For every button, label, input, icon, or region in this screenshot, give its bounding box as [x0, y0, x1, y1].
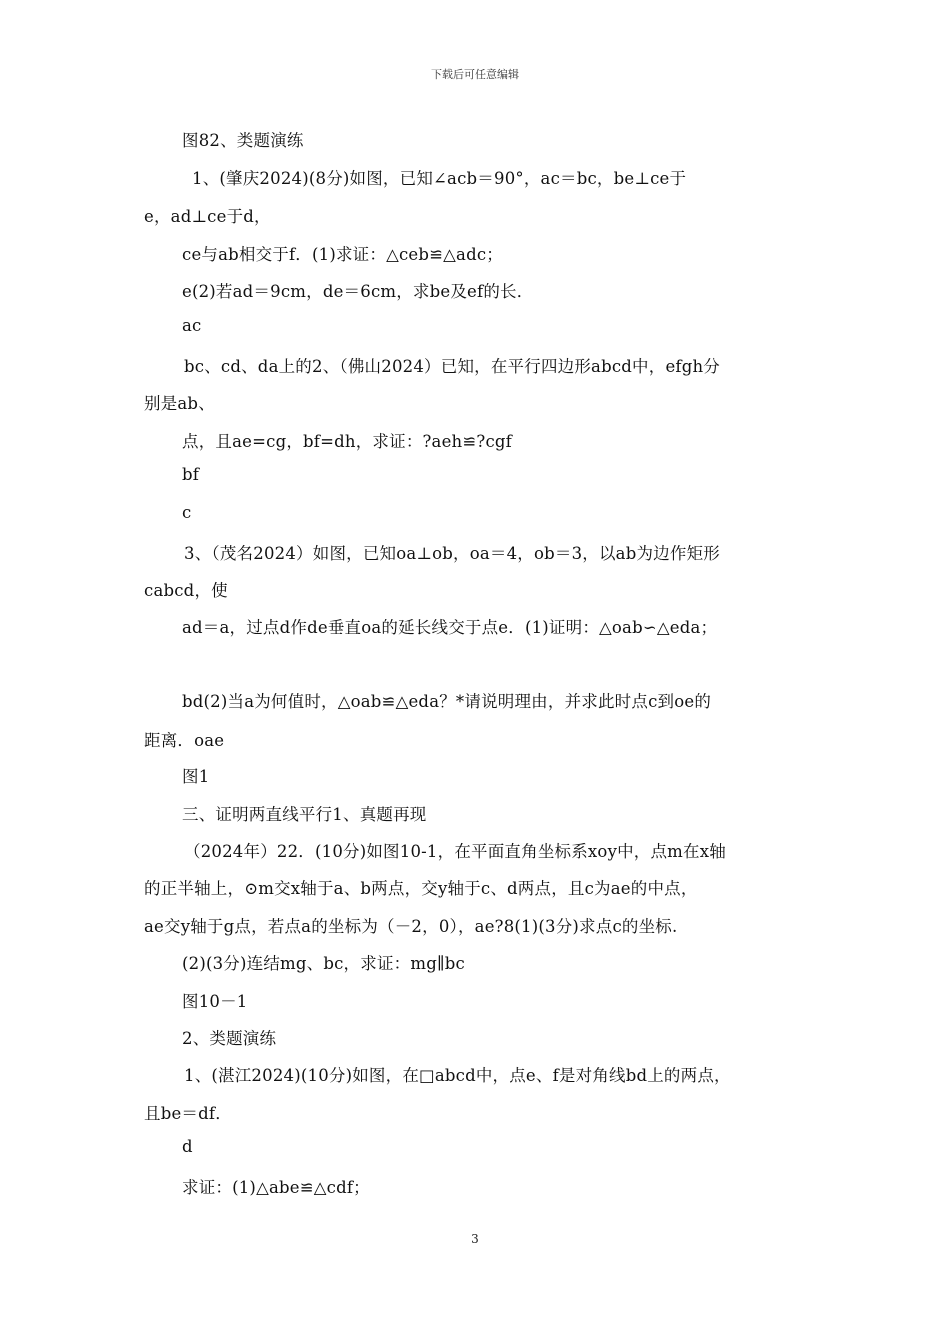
text-line: 的正半轴上，⊙m交x轴于a、b两点，交y轴于c、d两点，且c为ae的中点，	[144, 879, 698, 898]
text-line: 三、证明两直线平行1、真题再现	[182, 805, 427, 824]
text-line: 3、（茂名2024）如图，已知oa⊥ob，oa＝4，ob＝3，以ab为边作矩形	[184, 544, 720, 563]
text-line: 1、(湛江2024)(10分)如图，在□abcd中，点e、f是对角线bd上的两点，	[184, 1066, 731, 1085]
text-line: 图1	[182, 767, 210, 786]
text-line: 别是ab、	[144, 394, 215, 413]
text-line: (2)(3分)连结mg、bc，求证：mg∥bc	[182, 954, 465, 973]
text-line: ad＝a，过点d作de垂直oa的延长线交于点e．(1)证明：△oab∽△eda；	[182, 618, 718, 637]
text-line: 2、类题演练	[182, 1029, 277, 1048]
text-line: 点，且ae=cg，bf=dh，求证：?aeh≌?cgf	[182, 432, 512, 451]
text-line: 距离．oae	[144, 731, 225, 750]
text-line: 图82、类题演练	[182, 131, 304, 150]
text-line: ce与ab相交于f．(1)求证：△ceb≌△adc；	[182, 245, 503, 264]
text-line: 图10－1	[182, 992, 248, 1011]
text-line: ae交y轴于g点，若点a的坐标为（－2，0），ae?8(1)(3分)求点c的坐标.	[144, 917, 678, 936]
text-line: ac	[182, 316, 202, 335]
text-line: e，ad⊥ce于d，	[144, 207, 271, 226]
text-line: 求证：(1)△abe≌△cdf；	[182, 1178, 370, 1197]
text-line: bd(2)当a为何值时，△oab≌△eda？*请说明理由，并求此时点c到oe的	[182, 692, 712, 711]
text-line: bf	[182, 465, 200, 484]
text-line: （2024年）22．(10分)如图10-1，在平面直角坐标系xoy中，点m在x轴	[184, 842, 726, 861]
text-line: d	[182, 1137, 193, 1156]
page-number: 3	[471, 1232, 479, 1246]
page-header: 下载后可任意编辑	[431, 68, 519, 81]
text-line: 且be＝df．	[144, 1104, 232, 1123]
text-line: cabcd，使	[144, 581, 228, 600]
text-line: c	[182, 503, 192, 522]
text-line: 1、(肇庆2024)(8分)如图，已知∠acb＝90°，ac＝bc，be⊥ce于	[192, 169, 687, 188]
text-line: e(2)若ad＝9cm，de＝6cm，求be及ef的长．	[182, 282, 534, 301]
text-line: bc、cd、da上的2、（佛山2024）已知，在平行四边形abcd中，efgh分	[184, 357, 721, 376]
